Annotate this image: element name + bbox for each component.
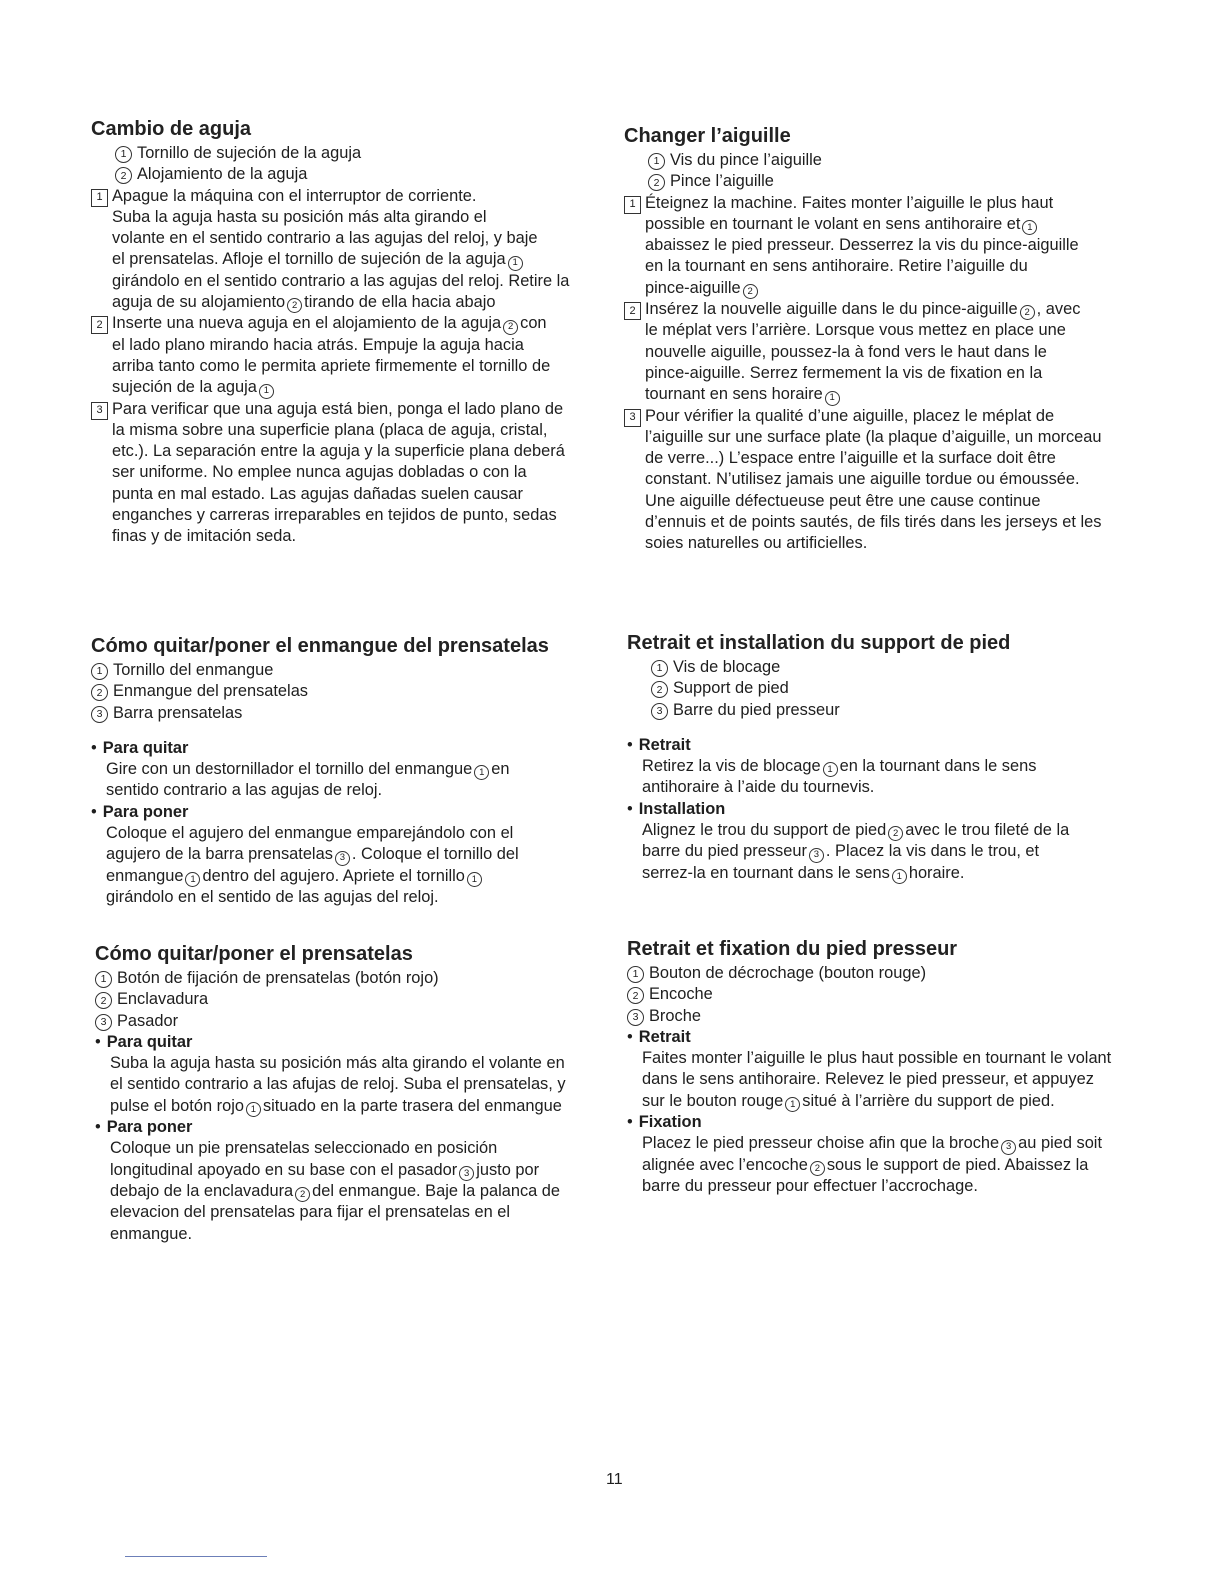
callout-3-icon: 3	[91, 706, 108, 723]
callout-2-icon: 2	[115, 167, 132, 184]
callout-1-icon: 1	[259, 384, 274, 399]
step-2-icon: 2	[624, 302, 641, 320]
fr-foot-heading: Retrait et fixation du pied presseur	[627, 938, 958, 960]
step-2-icon: 2	[91, 316, 108, 334]
es-foot-part-3: 3 Pasador	[95, 1011, 615, 1032]
fr-shank-remove-text: Retirez la vis de blocage 1 en la tournant dans le sens antihoraire à l’aide du tournevis.	[642, 757, 1037, 797]
callout-3-icon: 3	[335, 851, 350, 866]
fr-shank-heading: Retrait et installation du support de pied	[627, 632, 1011, 654]
callout-1-icon: 1	[825, 391, 840, 406]
callout-2-icon: 2	[91, 684, 108, 701]
es-needle-step-3: 3 Para verificar que una aguja está bien, ponga el lado plano de la misma sobre una superficie plana (placa de aguja, cristal, etc.). La separación entre la aguja y la superficie plana deberá ser uniforme. No emplee nunca agujas dobladas o con la punta en mal estado. Las agujas dañadas suelen causar enganches y carreras irreparables en tejidos de punto, sedas finas y de imitación seda.	[91, 399, 611, 548]
step-1-icon: 1	[91, 189, 108, 207]
fr-needle-step-2: 2 Insérez la nouvelle aiguille dans le du pince-aiguille 2 , avec le méplat vers l’arrière. Lorsque vous mettez en place une nouvelle aiguille, poussez-la à fond vers le haut dans le pince-aiguille. Serrez fermement la vis de fixation en la tournant en sens horaire 1	[624, 299, 1164, 405]
es-foot-remove-text: Suba la aguja hasta su posición más alta girando el volante en el sentido contrario a las afujas de reloj. Suba el prensatelas, y pulse el botón rojo 1 situado en la parte trasera del enmangue	[95, 1053, 615, 1117]
fr-needle-part-1: 1 Vis du pince l’aiguille	[648, 150, 1164, 171]
es-foot-heading: Cómo quitar/poner el prensatelas	[95, 943, 413, 965]
callout-2-icon: 2	[888, 826, 903, 841]
fr-foot-part-2: 2 Encoche	[627, 984, 1167, 1005]
callout-2-icon: 2	[743, 284, 758, 299]
callout-1-icon: 1	[508, 256, 523, 271]
callout-1-icon: 1	[95, 971, 112, 988]
es-shank-remove-text: Gire con un destornillador el tornillo del enmangue 1 en sentido contrario a las agujas de reloj.	[106, 760, 510, 800]
fr-foot-attach-label: • Fixation	[627, 1112, 1167, 1133]
es-needle-step-1: 1 Apague la máquina con el interruptor de corriente. Suba la aguja hasta su posición más alta girando el volante en el sentido contrario a las agujas del reloj, y baje el prensatelas. Afloje el tornillo de sujeción de la aguja 1 girándolo en el sentido contrario a las agujas del reloj. Retire la aguja de su alojamiento 2 tirando de ella hacia abajo	[91, 186, 611, 314]
es-shank-remove-label: • Para quitar	[91, 738, 611, 759]
callout-1-icon: 1	[467, 872, 482, 887]
fr-shank-attach-text: Alignez le trou du support de pied 2 avec le trou fileté de la barre du pied presseur 3 . Placez la vis dans le trou, et serrez-la en tournant dans le sens 1 horaire.	[627, 820, 1167, 884]
callout-1-icon: 1	[627, 966, 644, 983]
step-3-icon: 3	[624, 409, 641, 427]
callout-1-icon: 1	[474, 765, 489, 780]
callout-3-icon: 3	[459, 1166, 474, 1181]
fr-shank-part-2: 2 Support de pied	[651, 678, 1167, 699]
callout-1-icon: 1	[651, 660, 668, 677]
page-number: 11	[606, 1471, 623, 1488]
fr-shank-remove-label: • Retrait	[627, 735, 1167, 756]
es-needle-section	[91, 117, 611, 548]
es-shank-part-3: 3 Barra prensatelas	[91, 703, 611, 724]
callout-2-icon: 2	[648, 174, 665, 191]
callout-1-icon: 1	[1022, 220, 1037, 235]
callout-2-icon: 2	[503, 320, 518, 335]
es-shank-part-2: 2 Enmangue del prensatelas	[91, 681, 611, 702]
callout-3-icon: 3	[651, 703, 668, 720]
es-shank-attach-label: • Para poner	[91, 802, 611, 823]
fr-shank-part-3: 3 Barre du pied presseur	[651, 700, 1167, 721]
callout-2-icon: 2	[95, 992, 112, 1009]
fr-needle-part-2: 2 Pince l’aiguille	[648, 171, 1164, 192]
callout-1-icon: 1	[892, 869, 907, 884]
callout-1-icon: 1	[246, 1102, 261, 1117]
es-shank-section	[91, 634, 611, 908]
callout-1-icon: 1	[648, 153, 665, 170]
fr-foot-attach-text: Placez le pied presseur choise afin que la broche 3 au pied soit alignée avec l’encoche 2 sous le support de pied. Abaissez la barre du presseur pour effectuer l’accrochage.	[642, 1134, 1103, 1195]
callout-1-icon: 1	[823, 762, 838, 777]
es-shank-attach-text: Coloque el agujero del enmangue emparejándolo con el agujero de la barra prensatelas 3 . Coloque el tornillo del enmangue 1 dentro del agujero. Apriete el tornillo 1 girándolo en el sentido de las agujas del reloj.	[106, 824, 519, 906]
fr-foot-part-1: 1 Bouton de décrochage (bouton rouge)	[627, 963, 1167, 984]
fr-needle-step-3: 3 Pour vérifier la qualité d’une aiguille, placez le méplat de l’aiguille sur une surface plate (la plaque d’aiguille, un morceau de verre...) L’espace entre l’aiguille et la surface doit être constant. N’utilisez jamais une aiguille tordue ou émoussée. Une aiguille défectueuse peut être une cause continue d’ennuis et de points sautés, de fils tirés dans les jerseys et les soies naturelles ou artificielles.	[624, 406, 1164, 555]
fr-shank-part-1: 1 Vis de blocage	[651, 657, 1167, 678]
es-foot-section	[95, 942, 615, 1245]
fr-shank-attach-label: • Installation	[627, 799, 1167, 820]
footer-divider	[125, 1556, 267, 1557]
es-shank-part-1: 1 Tornillo del enmangue	[91, 660, 611, 681]
callout-2-icon: 2	[810, 1161, 825, 1176]
callout-2-icon: 2	[651, 681, 668, 698]
callout-3-icon: 3	[809, 848, 824, 863]
es-needle-part-1: 1 Tornillo de sujeción de la aguja	[115, 143, 611, 164]
es-needle-step-2: 2 Inserte una nueva aguja en el alojamiento de la aguja 2 con el lado plano mirando hacia atrás. Empuje la aguja hacia arriba tanto como le permita apriete firmemente el tornillo de sujeción de la aguja 1	[91, 313, 611, 398]
callout-2-icon: 2	[627, 987, 644, 1004]
callout-1-icon: 1	[115, 146, 132, 163]
callout-1-icon: 1	[91, 663, 108, 680]
fr-needle-heading: Changer l’aiguille	[624, 125, 791, 147]
es-needle-heading: Cambio de aguja	[91, 118, 252, 140]
fr-needle-step-1: 1 Éteignez la machine. Faites monter l’aiguille le plus haut possible en tournant le volant en sens antihoraire et 1 abaissez le pied presseur. Desserrez la vis du pince-aiguille en la tournant en sens antihoraire. Retire l’aiguille du pince-aiguille 2	[624, 193, 1164, 299]
es-needle-part-2: 2 Alojamiento de la aguja	[115, 164, 611, 185]
callout-3-icon: 3	[1001, 1140, 1016, 1155]
es-foot-attach-text: Coloque un pie prensatelas seleccionado en posición longitudinal apoyado en su base con el pasador 3 justo por debajo de la enclavadura 2 del enmangue. Baje la palanca de elevacion del prensatelas para fijar el prensatelas en el enmangue.	[110, 1139, 561, 1243]
callout-2-icon: 2	[287, 298, 302, 313]
es-foot-part-1: 1 Botón de fijación de prensatelas (botón rojo)	[95, 968, 615, 989]
callout-3-icon: 3	[95, 1014, 112, 1031]
fr-needle-section	[624, 124, 1164, 555]
callout-1-icon: 1	[785, 1097, 800, 1112]
callout-2-icon: 2	[1020, 305, 1035, 320]
es-foot-part-2: 2 Enclavadura	[95, 989, 615, 1010]
es-shank-heading: Cómo quitar/poner el enmangue del prensatelas	[91, 635, 549, 657]
step-3-icon: 3	[91, 402, 108, 420]
callout-2-icon: 2	[295, 1187, 310, 1202]
fr-foot-section	[627, 937, 1167, 1197]
fr-foot-remove-label: • Retrait	[627, 1027, 1167, 1048]
callout-1-icon: 1	[185, 872, 200, 887]
callout-3-icon: 3	[627, 1009, 644, 1026]
step-1-icon: 1	[624, 196, 641, 214]
es-foot-attach-label: • Para poner	[95, 1117, 615, 1138]
fr-foot-remove-text: Faites monter l’aiguille le plus haut possible en tournant le volant dans le sens antihoraire. Relevez le pied presseur, et appuyez sur le bouton rouge 1 situé à l’arrière du support de pied.	[627, 1048, 1167, 1112]
fr-shank-section	[627, 631, 1167, 884]
es-foot-remove-label: • Para quitar	[95, 1032, 615, 1053]
fr-foot-part-3: 3 Broche	[627, 1006, 1167, 1027]
